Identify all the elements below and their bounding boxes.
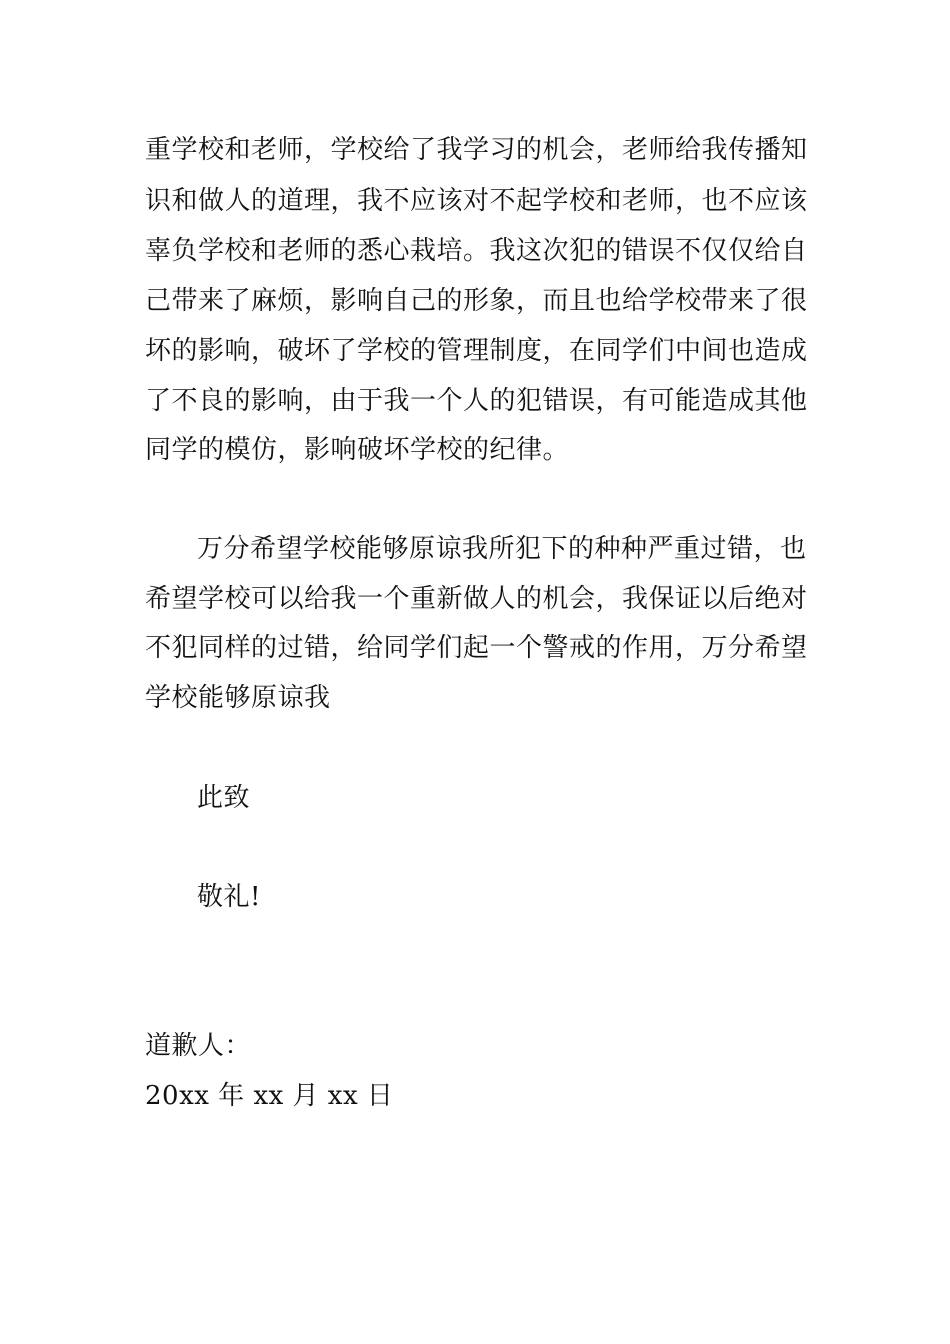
signature-label: 道歉人： xyxy=(145,1031,252,1061)
paragraph-2-line-2: 希望学校可以给我一个重新做人的机会，我保证以后绝对 xyxy=(145,584,808,614)
closing-salute: 敬礼! xyxy=(197,882,261,912)
paragraph-1-line-7: 同学的模仿，影响破坏学校的纪律。 xyxy=(145,435,570,465)
paragraph-1-line-2: 识和做人的道理，我不应该对不起学校和老师，也不应该 xyxy=(145,186,808,216)
paragraph-1-line-5: 坏的影响，破坏了学校的管理制度，在同学们中间也造成 xyxy=(145,336,808,366)
paragraph-2-line-4: 学校能够原谅我 xyxy=(145,683,331,713)
signature-date: 20xx 年 xx 月 xx 日 xyxy=(145,1081,394,1111)
closing-greeting: 此致 xyxy=(197,783,251,813)
paragraph-1-line-1: 重学校和老师，学校给了我学习的机会，老师给我传播知 xyxy=(145,135,808,165)
paragraph-2-line-3: 不犯同样的过错，给同学们起一个警戒的作用，万分希望 xyxy=(145,633,808,663)
paragraph-1-line-3: 辜负学校和老师的悉心栽培。我这次犯的错误不仅仅给自 xyxy=(145,236,808,266)
paragraph-2-line-1: 万分希望学校能够原谅我所犯下的种种严重过错，也 xyxy=(197,534,807,564)
paragraph-1-line-4: 己带来了麻烦，影响自己的形象，而且也给学校带来了很 xyxy=(145,286,808,316)
paragraph-1-line-6: 了不良的影响，由于我一个人的犯错误，有可能造成其他 xyxy=(145,386,808,416)
